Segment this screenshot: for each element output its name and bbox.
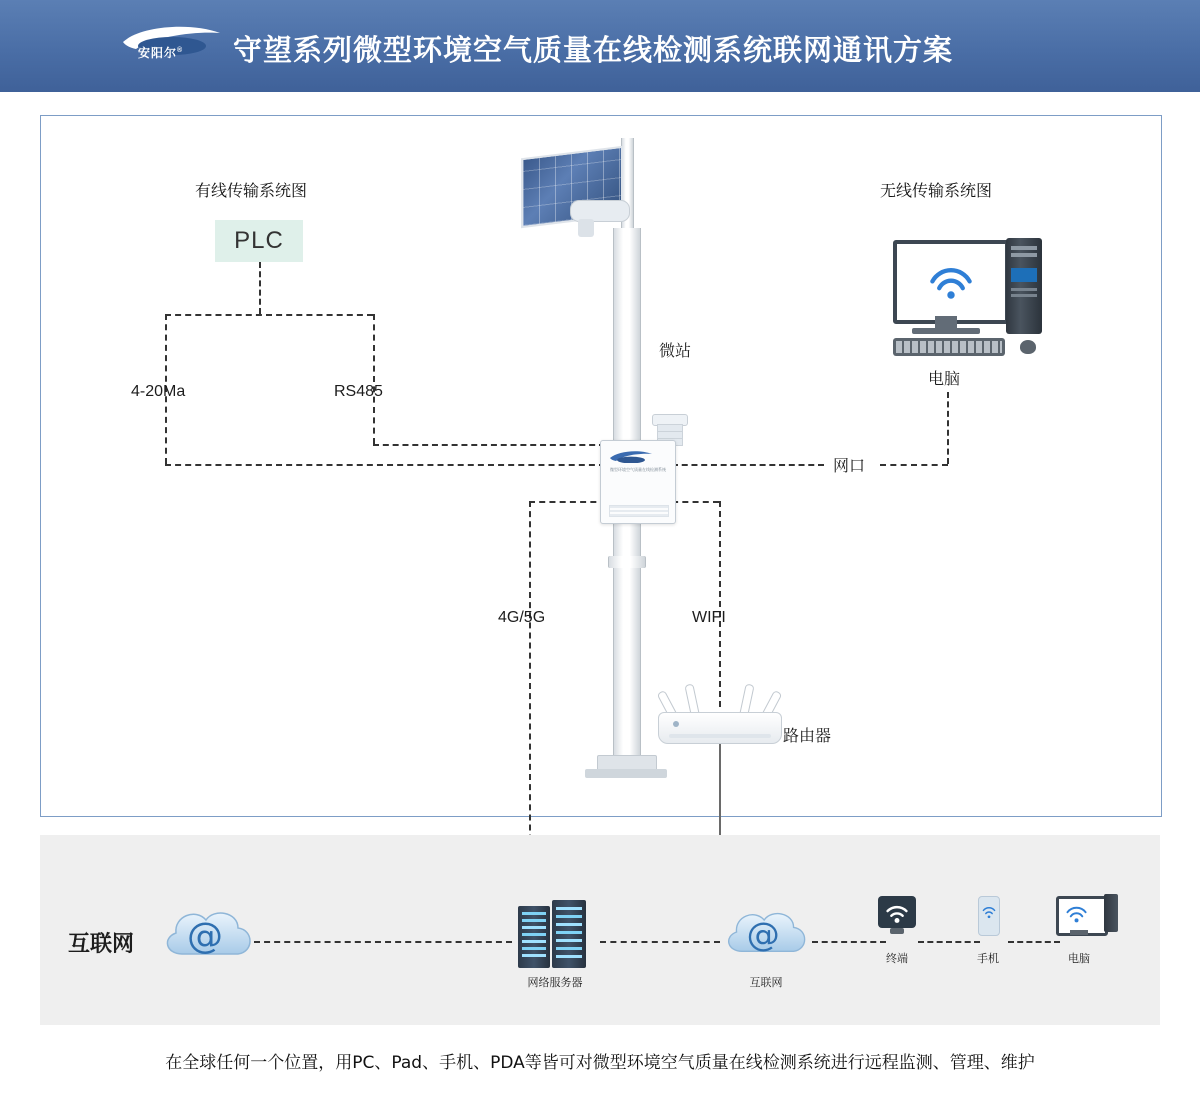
- lan-line-left: [672, 464, 824, 466]
- terminal-device: [878, 896, 916, 928]
- band-link-2: [600, 941, 720, 943]
- link-rs485-to-station: [373, 444, 605, 446]
- wifi-icon-phone: [981, 902, 997, 922]
- server-label: 网络服务器: [527, 976, 583, 989]
- panel-bracket-clamp: [578, 219, 594, 237]
- computer-label: 电脑: [928, 371, 961, 388]
- brand-logo: [120, 22, 225, 70]
- svg-text:@: @: [187, 916, 223, 957]
- enclosure-logo-icon: [609, 449, 653, 463]
- lan-line-right: [880, 464, 948, 466]
- phone-label: 手机: [977, 952, 999, 965]
- plc-down-link: [259, 262, 261, 314]
- router-label: 路由器: [783, 728, 832, 745]
- footer-note: 在全球任何一个位置，用PC、Pad、手机、PDA等皆可对微型环境空气质量在线检测系统进行远程监测、管理、维护: [165, 1053, 1035, 1073]
- keyboard: [893, 338, 1005, 356]
- cloud-icon-left: [158, 902, 258, 964]
- monitor: [893, 240, 1009, 324]
- wireless-system-title: 无线传输系统图: [880, 181, 993, 200]
- plc-node: [215, 220, 303, 262]
- terminal-stand: [890, 928, 904, 934]
- lan-line-up-to-pc: [947, 392, 949, 464]
- station-label: 微站: [659, 343, 692, 360]
- band-link-5: [1008, 941, 1060, 943]
- plc-branch-bar: [165, 314, 373, 316]
- monitor-stand-base: [912, 328, 980, 334]
- link-rs485-line: [373, 314, 375, 444]
- brand-logo-text: 安阳尔®: [138, 46, 184, 60]
- station-enclosure: [600, 440, 676, 524]
- link-4g5g-line: [529, 501, 531, 871]
- pc-label: 电脑: [1068, 952, 1090, 965]
- pc-stand: [1070, 930, 1088, 935]
- server-rack-2: [552, 900, 586, 968]
- internet-left-label: 互联网: [68, 932, 135, 957]
- router-body: [658, 712, 782, 744]
- pc-tower: [1006, 238, 1042, 334]
- link-rs485-label: RS485: [334, 383, 383, 400]
- band-link-4: [918, 941, 980, 943]
- mouse: [1020, 340, 1036, 354]
- cloud-icon-center: [720, 902, 812, 962]
- wifi-icon: [920, 260, 982, 304]
- band-link-1: [254, 941, 512, 943]
- phone-device: [978, 896, 1000, 936]
- server-rack-1: [518, 906, 550, 968]
- lan-port-label: 网口: [833, 458, 866, 475]
- enclosure-caption: 微型环境空气质量在线检测系统: [610, 467, 666, 472]
- station-pole-lower: [613, 568, 641, 758]
- terminal-label: 终端: [886, 952, 908, 965]
- band-link-3: [812, 941, 886, 943]
- internet-center-label: 互联网: [749, 976, 783, 989]
- svg-text:@: @: [746, 914, 780, 954]
- link-wifi-line: [719, 501, 721, 707]
- pc-tower-small: [1104, 894, 1118, 932]
- link-4-20ma-to-station: [165, 464, 605, 466]
- enclosure-vent: [609, 505, 669, 517]
- page-title: 守望系列微型环境空气质量在线检测系统联网通讯方案: [233, 33, 954, 67]
- wifi-icon-terminal: [878, 896, 916, 928]
- page-header: [0, 0, 1200, 95]
- link-wifi-label: WIFI: [692, 609, 726, 626]
- link-4g5g-label: 4G/5G: [498, 609, 546, 626]
- station-collar-1: [608, 556, 646, 568]
- monitor-stand-neck: [935, 316, 957, 328]
- station-foot: [585, 769, 667, 778]
- wifi-icon-pc: [1059, 899, 1099, 927]
- registered-mark: ®: [177, 47, 184, 54]
- plc-label: PLC: [234, 227, 284, 254]
- link-4-20ma-label: 4-20Ma: [131, 383, 186, 400]
- wired-system-title: 有线传输系统图: [195, 181, 308, 200]
